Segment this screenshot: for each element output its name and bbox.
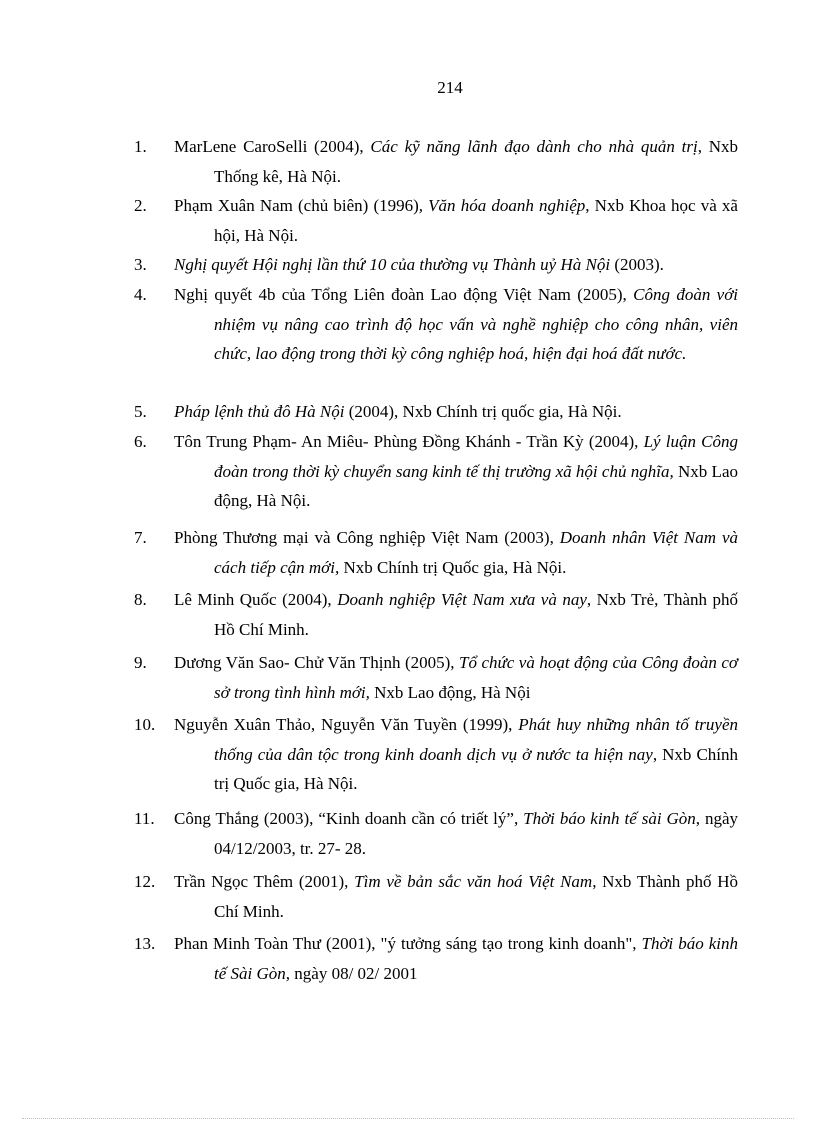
reference-title: Phát huy những nhân tố truyền thống của dân tộc trong kinh doanh dịch vụ ở nước ta hiện nay (214, 715, 739, 764)
reference-detail: Phòng Thương mại và Công nghiệp Việt Nam (2003), (174, 528, 560, 547)
reference-detail: , Nxb Trẻ, Thành phố Hồ Chí Minh. (214, 590, 739, 639)
reference-number: 12. (134, 872, 156, 891)
reference-title: Nghị quyết Hội nghị lần thứ 10 của thường vụ Thành uỷ Hà Nội (174, 255, 611, 274)
reference-title: Doanh nhân Việt Nam và cách tiếp cận mới, (214, 528, 738, 577)
reference-detail: Tôn Trung Phạm- An Miêu- Phùng Đồng Khánh - Trần Kỳ (2004), (174, 432, 644, 451)
reference-detail: Nxb Lao động, Hà Nội. (214, 461, 738, 510)
reference-title: Lý luận Công đoàn trong thời kỳ chuyển sang kinh tế thị trường xã hội chủ nghĩa, (214, 432, 738, 481)
reference-number: 11. (134, 809, 155, 828)
reference-number: 2. (134, 196, 147, 215)
reference-text (134, 132, 738, 191)
reference-title: Công đoàn với nhiệm vụ nâng cao trình độ học vấn và nghề nghiệp cho công nhân, viên chức, lao động trong thời kỳ công nghiệp hoá, hiện đại hoá đất nước. (214, 285, 738, 363)
reference-detail: Phạm Xuân Nam (chủ biên) (1996) (174, 196, 419, 215)
reference-detail: Nguyễn Xuân Thảo, Nguyễn Văn Tuyền (1999), (174, 715, 519, 734)
reference-text (134, 280, 738, 369)
reference-number: 7. (134, 528, 147, 547)
reference-detail: Trần Ngọc Thêm (2001), (174, 872, 355, 891)
reference-title: Doanh nghiệp Việt Nam xưa và nay (337, 590, 587, 609)
reference-title: Các kỹ năng lãnh đạo dành cho nhà quản trị (370, 137, 698, 156)
reference-detail: , ngày 04/12/2003, tr. 27- 28. (214, 809, 739, 858)
reference-number: 10. (134, 715, 156, 734)
reference-detail: , Nxb Chính trị Quốc gia, Hà Nội. (214, 744, 739, 793)
reference-detail: , Nxb Khoa học và xã hội, Hà Nội. (214, 196, 738, 245)
reference-number: 4. (134, 285, 147, 304)
reference-text (134, 397, 738, 427)
reference-title: , Văn hóa doanh nghiệp (418, 196, 586, 215)
reference-detail: , Nxb Thành phố Hồ Chí Minh. (214, 872, 739, 921)
reference-number: 9. (134, 653, 147, 672)
reference-detail: Nxb Chính trị Quốc gia, Hà Nội. (339, 557, 567, 577)
reference-detail: Công Thắng (2003), “Kinh doanh cần có triết lý”, (174, 809, 524, 828)
page-number: 214 (437, 78, 463, 97)
reference-number: 3. (134, 255, 147, 274)
reference-number: 5. (134, 402, 147, 421)
reference-number: 1. (134, 137, 147, 156)
reference-detail: Lê Minh Quốc (2004), (174, 590, 338, 609)
reference-text (134, 427, 738, 516)
reference-title: Tổ chức và hoạt động của Công đoàn cơ sở trong tình hình mới, (214, 653, 738, 702)
reference-text (134, 804, 738, 863)
reference-number: 8. (134, 590, 147, 609)
reference-detail: (2004), Nxb Chính trị quốc gia, Hà Nội. (344, 402, 622, 421)
reference-text (134, 710, 738, 799)
reference-title: Tìm về bản sắc văn hoá Việt Nam (354, 872, 593, 891)
reference-text (134, 250, 738, 280)
reference-detail: ngày 08/ 02/ 2001 (290, 963, 418, 983)
reference-title: Pháp lệnh thủ đô Hà Nội (174, 402, 345, 421)
reference-text (134, 867, 738, 926)
page-bottom-divider (22, 1118, 794, 1119)
reference-title: Thời báo kinh tế Sài Gòn, (214, 934, 738, 983)
reference-detail: Nghị quyết 4b của Tổng Liên đoàn Lao động Việt Nam (2005), (174, 285, 634, 304)
reference-text (134, 523, 738, 582)
reference-number: 6. (134, 432, 147, 451)
reference-number: 13. (134, 934, 156, 953)
reference-detail: Phan Minh Toàn Thư (2001), "ý tưởng sáng tạo trong kinh doanh", (174, 934, 642, 953)
reference-text (134, 191, 738, 250)
reference-detail: , Nxb Thống kê, Hà Nội. (214, 137, 739, 186)
reference-detail: MarLene CaroSelli (2004), (174, 137, 371, 156)
reference-text (134, 648, 738, 707)
reference-title: Thời báo kinh tế sài Gòn (523, 809, 696, 828)
reference-text (134, 929, 738, 988)
reference-text (134, 585, 738, 644)
reference-detail: (2003). (610, 255, 664, 274)
reference-detail: Nxb Lao động, Hà Nội (369, 682, 531, 702)
reference-detail: Dương Văn Sao- Chử Văn Thịnh (2005), (174, 653, 460, 672)
